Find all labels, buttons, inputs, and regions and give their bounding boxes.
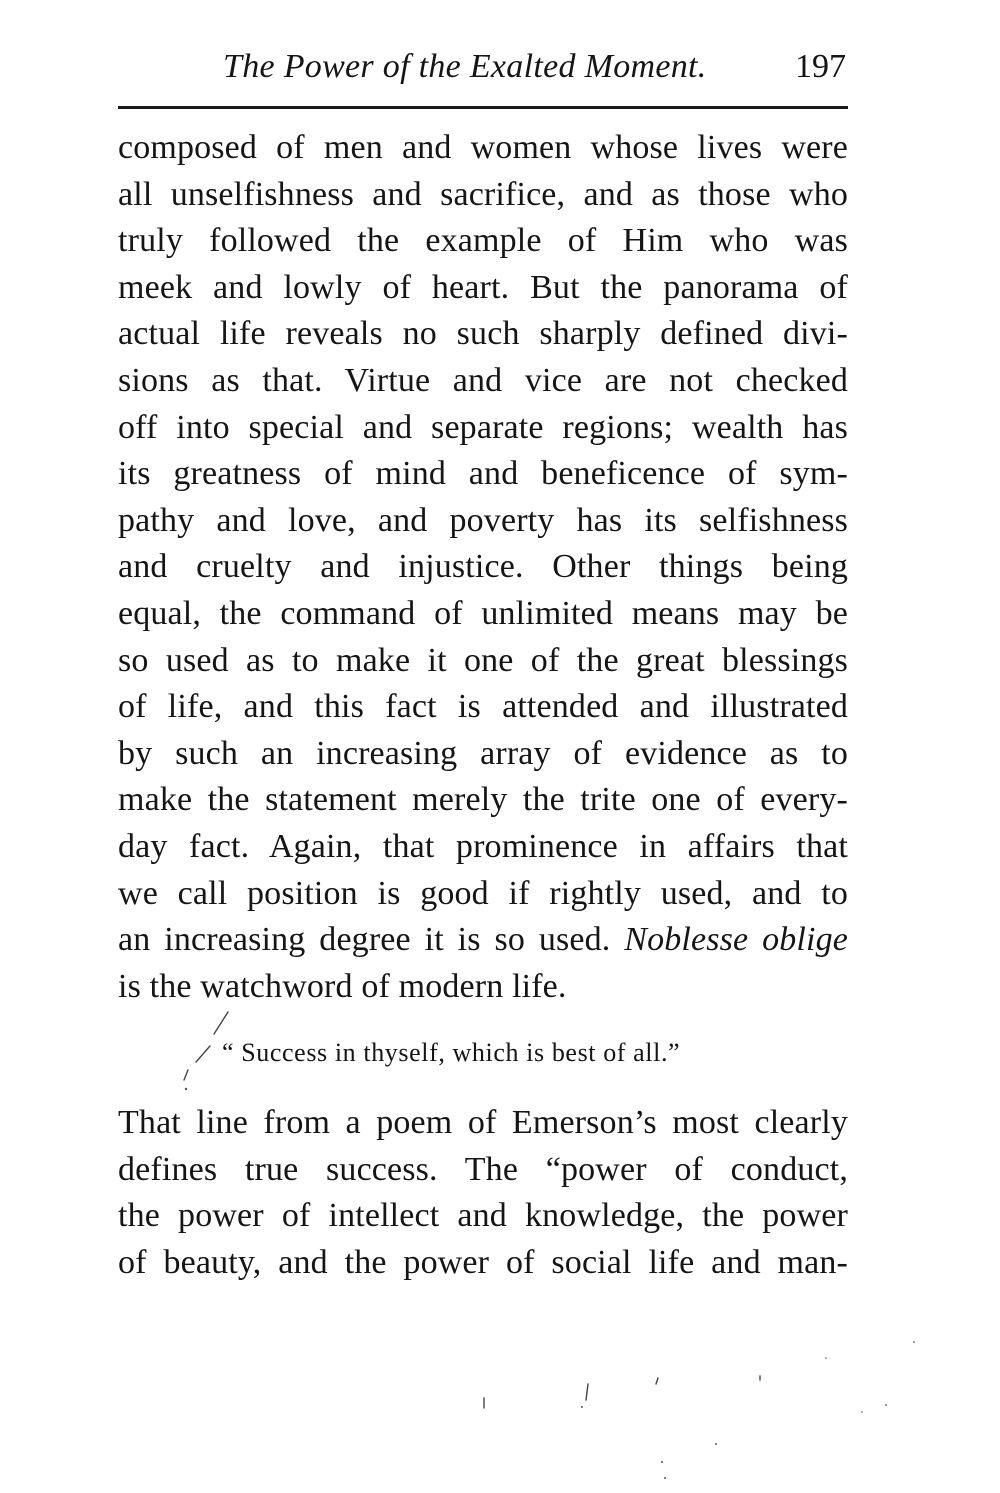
- paragraph-last-line: is the watchword of modern life.: [118, 967, 567, 1005]
- epigraph-quote: “ Success in thyself, which is best of all.”: [222, 1038, 681, 1067]
- text-line: of life, and this fact is attended and illustrated: [118, 688, 848, 726]
- text-line: off into special and separate regions; wealth has: [118, 408, 848, 446]
- text-line: day fact. Again, that prominence in affairs that: [118, 827, 848, 865]
- text-line: equal, the command of unlimited means may be: [118, 594, 848, 632]
- header-rule: [118, 106, 848, 109]
- italic-phrase: Noblesse oblige: [624, 921, 848, 959]
- page-number: 197: [795, 48, 846, 85]
- text-line: That line from a poem of Emerson’s most clearly: [118, 1104, 848, 1141]
- paragraph-2: [118, 1100, 848, 1286]
- text-line: of beauty, and the power of social life and man-: [118, 1243, 848, 1281]
- text-line-with-italic: [118, 917, 848, 964]
- text-line-start: an increasing degree it is so used.: [118, 921, 611, 959]
- text-line: actual life reveals no such sharply defined divi-: [118, 315, 848, 353]
- text-line: we call position is good if rightly used, and to: [118, 874, 848, 912]
- text-line: make the statement merely the trite one of every-: [118, 781, 848, 819]
- text-line: all unselfishness and sacrifice, and as those who: [118, 175, 848, 213]
- page-header: [118, 44, 848, 92]
- text-line: defines true success. The “power of conduct,: [118, 1150, 848, 1188]
- text-line: pathy and love, and poverty has its selfishness: [118, 501, 848, 539]
- text-line: its greatness of mind and beneficence of sym-: [118, 455, 848, 493]
- text-line: by such an increasing array of evidence as to: [118, 734, 848, 772]
- text-line: composed of men and women whose lives were: [118, 129, 848, 166]
- text-line: meek and lowly of heart. But the panorama of: [118, 268, 848, 306]
- running-title: The Power of the Exalted Moment.: [223, 48, 707, 85]
- text-line: sions as that. Virtue and vice are not checked: [118, 361, 848, 399]
- text-line: truly followed the example of Him who was: [118, 222, 848, 260]
- paragraph-1: [118, 125, 848, 1010]
- text-line: and cruelty and injustice. Other things being: [118, 548, 848, 586]
- text-line: so used as to make it one of the great blessings: [118, 641, 848, 679]
- text-line: the power of intellect and knowledge, the power: [118, 1197, 848, 1235]
